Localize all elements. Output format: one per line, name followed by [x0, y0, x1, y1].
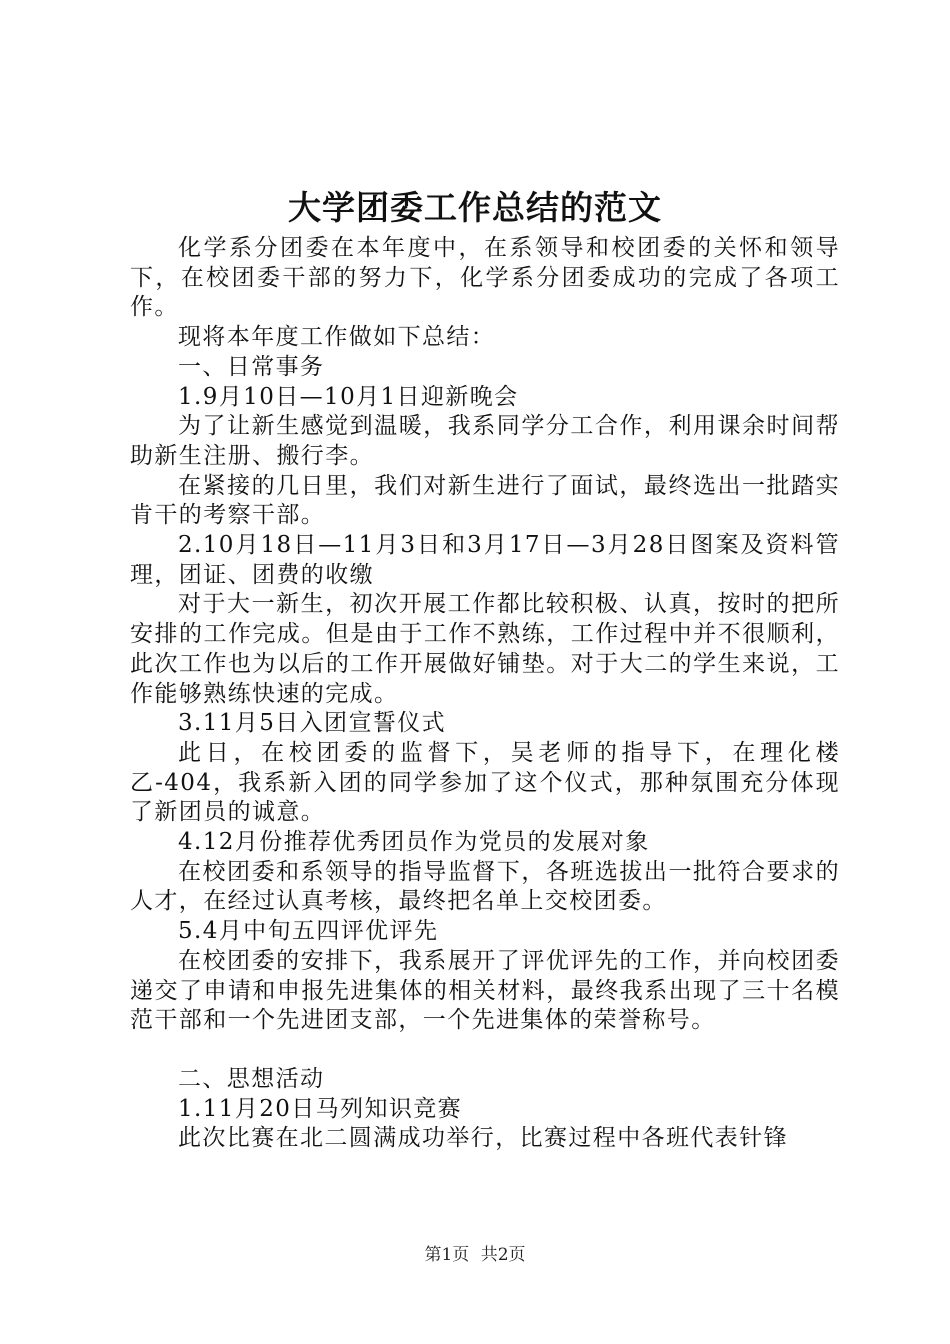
paragraph: 在紧接的几日里，我们对新生进行了面试，最终选出一批踏实肯干的考察干部。 [130, 472, 840, 529]
item-heading: 4.12月份推荐优秀团员作为党员的发展对象 [178, 829, 650, 856]
item-heading: 2.10月18日—11月3日和3月17日—3月28日图案及资料管理，团证、团费的收缴 [130, 532, 840, 588]
page-number-total: 共2页 [480, 1245, 526, 1265]
paragraph: 在校团委的安排下，我系展开了评优评先的工作，并向校团委递交了申请和申报先进集体的相关材料，最终我系出现了三十名模范干部和一个先进团支部，一个先进集体的荣誉称号。 [130, 947, 840, 1034]
section-heading: 二、思想活动 [178, 1065, 325, 1092]
item-heading: 5.4月中旬五四评优评先 [178, 918, 439, 945]
item-heading: 1.11月20日马列知识竞赛 [178, 1095, 463, 1122]
document-body [130, 234, 840, 1154]
paragraph: 化学系分团委在本年度中，在系领导和校团委的关怀和领导下，在校团委干部的努力下，化学系分团委成功的完成了各项工作。 [130, 235, 840, 321]
item-heading: 1.9月10日—10月1日迎新晚会 [178, 383, 519, 410]
page-footer [0, 1243, 950, 1267]
item-heading: 3.11月5日入团宣誓仪式 [178, 710, 447, 737]
paragraph: 此次比赛在北二圆满成功举行，比赛过程中各班代表针锋 [178, 1125, 788, 1152]
paragraph: 在校团委和系领导的指导监督下，各班选拔出一批符合要求的人才，在经过认真考核，最终把名单上交校团委。 [130, 858, 840, 915]
paragraph: 为了让新生感觉到温暖，我系同学分工合作，利用课余时间帮助新生注册、搬行李。 [130, 413, 840, 469]
paragraph: 现将本年度工作做如下总结： [178, 324, 496, 351]
page-number-current: 第1页 [424, 1245, 470, 1265]
section-heading: 一、日常事务 [178, 353, 325, 380]
paragraph: 对于大一新生，初次开展工作都比较积极、认真，按时的把所安排的工作完成。但是由于工作不熟练，工作过程中并不很顺利，此次工作也为以后的工作开展做好铺垫。对于大二的学生来说，工作能够熟练快速的完成。 [130, 591, 840, 707]
paragraph: 此日，在校团委的监督下，吴老师的指导下，在理化楼乙-404，我系新入团的同学参加了这个仪式，那种氛围充分体现了新团员的诚意。 [130, 739, 840, 826]
document-title: 大学团委工作总结的范文 [288, 188, 662, 227]
